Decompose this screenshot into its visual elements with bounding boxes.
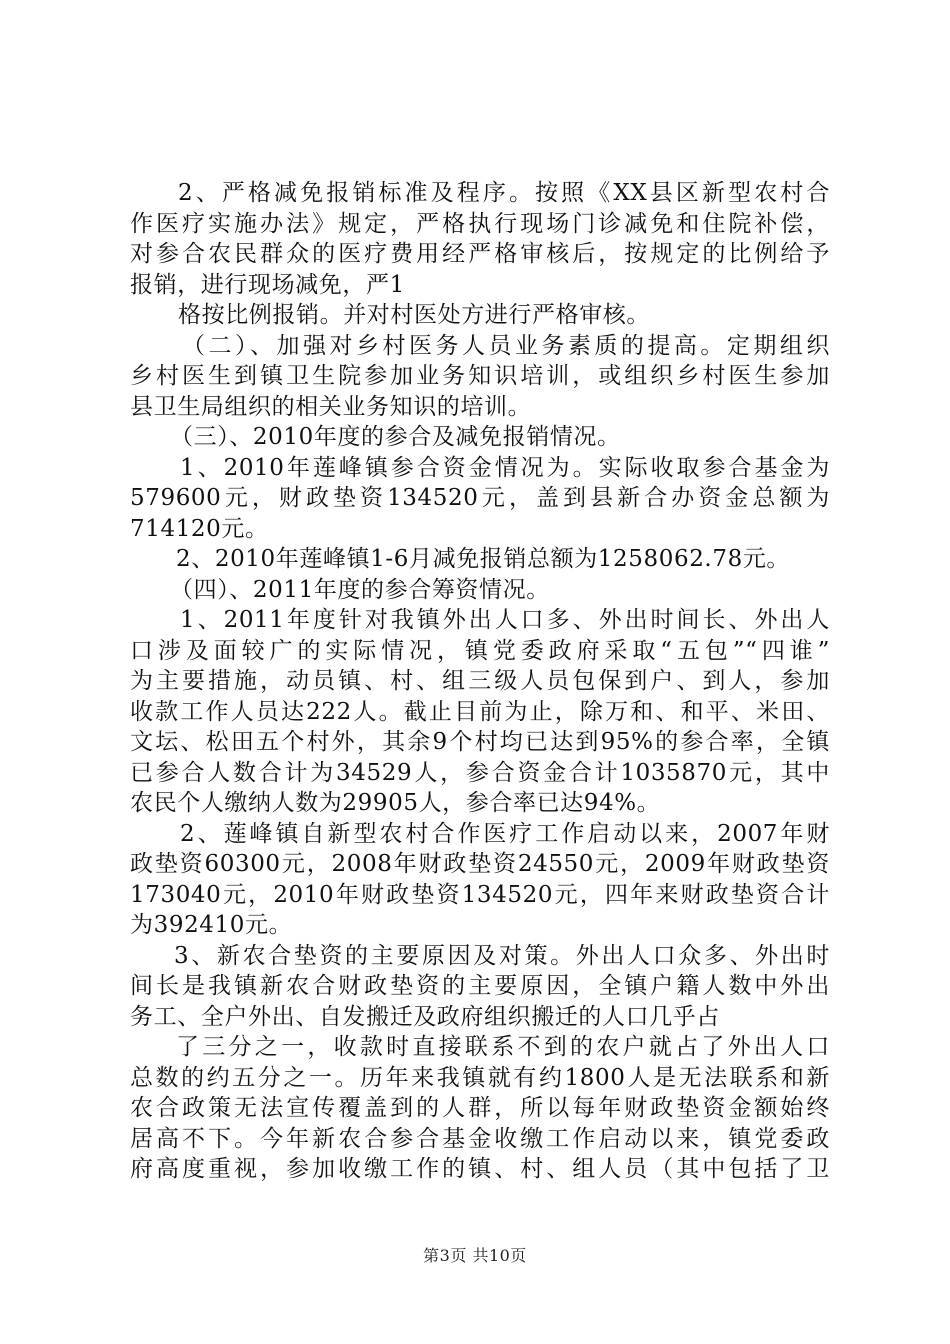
text-line: （二）、加强对乡村医务人员业务素质的提高。定期组织 xyxy=(182,332,830,359)
page-footer: 第3页 共10页 xyxy=(423,1246,527,1265)
text-line: 了三分之一，收款时直接联系不到的农户就占了外出人口 xyxy=(176,1034,830,1060)
text-line: （四）、2011年度的参合筹资情况。 xyxy=(170,576,550,603)
text-line: 务工、全户外出、自发搬迁及政府组织搬迁的人口几乎占 xyxy=(130,1003,720,1030)
text-line: 1、2011年度针对我镇外出人口多、外出时间长、外出人 xyxy=(180,607,830,633)
document-body xyxy=(130,178,830,1185)
text-line: 作医疗实施办法》规定，严格执行现场门诊减免和住院补偿， xyxy=(130,210,830,237)
text-line: 口涉及面较广的实际情况，镇党委政府采取“五包”“四谁” xyxy=(130,637,830,664)
text-line: 收款工作人员达222人。截止目前为止，除万和、和平、米田、 xyxy=(130,698,830,725)
text-line: 政垫资60300元，2008年财政垫资24550元，2009年财政垫资 xyxy=(130,851,830,877)
text-line: 乡村医生到镇卫生院参加业务知识培训，或组织乡村医生参加 xyxy=(130,363,830,389)
text-line: 府高度重视，参加收缴工作的镇、村、组人员（其中包括了卫 xyxy=(130,1156,830,1182)
text-line: 2、严格减免报销标准及程序。按照《XX县区新型农村合 xyxy=(178,180,830,206)
text-line: 为主要措施，动员镇、村、组三级人员包保到户、到人，参加 xyxy=(130,668,830,694)
text-line: （三）、2010年度的参合及减免报销情况。 xyxy=(170,424,621,450)
text-line: 1、2010年莲峰镇参合资金情况为。实际收取参合基金为 xyxy=(180,454,830,481)
text-line: 3、新农合垫资的主要原因及对策。外出人口众多、外出时 xyxy=(174,942,830,969)
text-line: 579600元，财政垫资134520元，盖到县新合办资金总额为 xyxy=(130,485,830,511)
text-line: 农合政策无法宣传覆盖到的人群，所以每年财政垫资金额始终 xyxy=(130,1095,830,1121)
text-line: 173040元，2010年财政垫资134520元，四年来财政垫资合计 xyxy=(130,881,830,908)
text-line: 为392410元。 xyxy=(130,912,293,938)
text-line: 文坛、松田五个村外，其余9个村均已达到95%的参合率，全镇 xyxy=(130,729,830,755)
text-line: 县卫生局组织的相关业务知识的培训。 xyxy=(130,393,532,420)
text-line: 农民个人缴纳人数为29905人，参合率已达94%。 xyxy=(130,790,661,816)
text-line: 报销，进行现场减免，严1 xyxy=(130,271,405,298)
text-line: 对参合农民群众的医疗费用经严格审核后，按规定的比例给予 xyxy=(130,241,830,267)
text-line: 714120元。 xyxy=(130,515,269,542)
text-line: 已参合人数合计为34529人，参合资金合计1035870元，其中 xyxy=(130,759,830,786)
text-line: 总数的约五分之一。历年来我镇就有约1800人是无法联系和新 xyxy=(130,1064,830,1091)
text-line: 2、2010年莲峰镇1-6月减免报销总额为1258062.78元。 xyxy=(176,546,791,572)
text-line: 间长是我镇新农合财政垫资的主要原因，全镇户籍人数中外出 xyxy=(130,973,830,999)
text-line: 2、莲峰镇自新型农村合作医疗工作启动以来，2007年财 xyxy=(180,820,830,847)
text-line: 格按比例报销。并对村医处方进行严格审核。 xyxy=(178,302,650,328)
text-line: 居高不下。今年新农合参合基金收缴工作启动以来，镇党委政 xyxy=(130,1125,830,1152)
